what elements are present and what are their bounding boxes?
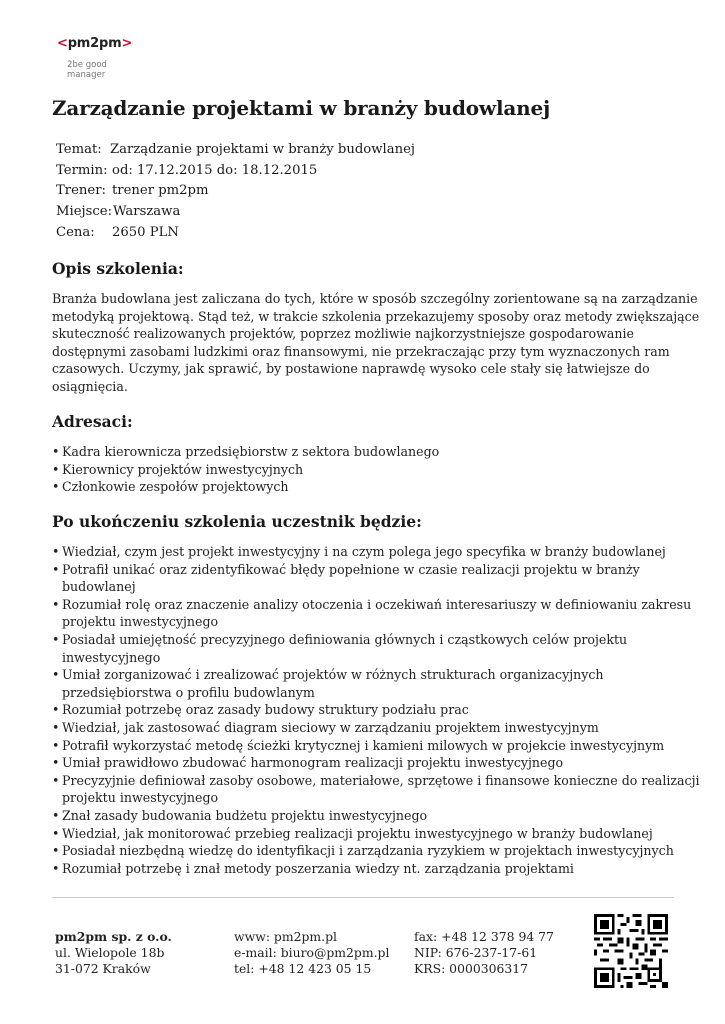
list-item: • Kierownicy projektów inwestycyjnych bbox=[52, 461, 672, 479]
list-item: • Potrafił unikać oraz zidentyfikować błędy popełnione w czasie realizacji projektu w branży budowlanej bbox=[52, 561, 677, 596]
list-item: • Umiał prawidłowo zbudować harmonogram realizacji projektu inwestycyjnego bbox=[52, 754, 677, 772]
list-item: • Rozumiał potrzebę i znał metody poszerzania wiedzy nt. zarządzania projektami bbox=[52, 860, 677, 878]
footer-company: pm2pm sp. z o.o. ul. Wielopole 18b 31-072 Kraków bbox=[55, 929, 172, 976]
detail-topic: Temat: Zarządzanie projektami w branży budowlanej bbox=[56, 142, 415, 157]
footer-registry: fax: +48 12 378 94 77 NIP: 676-237-17-61 KRS: 0000306317 bbox=[414, 929, 554, 976]
email-link[interactable]: e-mail: biuro@pm2pm.pl bbox=[234, 944, 390, 960]
footer-contact bbox=[234, 929, 389, 976]
website-link[interactable]: www: pm2pm.pl bbox=[234, 929, 338, 944]
list-item: • Wiedział, czym jest projekt inwestycyjny i na czym polega jego specyfika w branży budowlanej bbox=[52, 543, 677, 561]
logo-tagline: 2be good manager bbox=[67, 60, 107, 80]
description-heading: Opis szkolenia: bbox=[52, 259, 184, 278]
list-item: • Znał zasady budowania budżetu projektu inwestycyjnego bbox=[52, 807, 677, 825]
course-details bbox=[56, 140, 415, 244]
detail-location: Miejsce:Warszawa bbox=[56, 204, 181, 220]
list-item: • Posiadał niezbędną wiedzę do identyfikacji i zarządzania ryzykiem w projektach inwestycyjnych bbox=[52, 842, 677, 860]
footer-divider bbox=[52, 897, 674, 898]
phone-number: tel: +48 12 423 05 15 bbox=[234, 960, 372, 976]
list-item: • Potrafił wykorzystać metodę ścieżki krytycznej i kamieni milowych w projekcie inwestycyjnym bbox=[52, 737, 677, 755]
list-item: • Precyzyjnie definiował zasoby osobowe, materiałowe, sprzętowe i finansowe konieczne do realizacji projektu inwestycyjnego bbox=[52, 772, 677, 807]
list-item: • Wiedział, jak zastosować diagram sieciowy w zarządzaniu projektem inwestycyjnym bbox=[52, 719, 677, 737]
outcomes-list bbox=[52, 543, 700, 877]
qr-code-icon bbox=[594, 914, 668, 988]
description-text: Branża budowlana jest zaliczana do tych, które w sposób szczególny zorientowane są na zarządzanie metodyką projektową. Stąd też, w trakcie szkolenia przekazujemy sposoby oraz metody zwiększające skuteczność realizowanych projektów, poprzez możliwie najkorzystniejsze gospodarowanie dostępnymi zasobami ludzkimi oraz finansowymi, nie przekraczając przy tym wyznaczonych ram czasowych. Uczymy, jak sprawić, by postawione naprawdę wysoko cele stały się łatwiejsze do osiągnięcia. bbox=[52, 291, 700, 394]
addressees-heading: Adresaci: bbox=[52, 412, 133, 431]
page-title: Zarządzanie projektami w branży budowlanej bbox=[52, 96, 551, 120]
list-item: • Członkowie zespołów projektowych bbox=[52, 478, 672, 496]
logo-mark: <pm2pm> bbox=[57, 36, 133, 51]
detail-date: Termin: od: 17.12.2015 do: 18.12.2015 bbox=[56, 162, 318, 178]
addressees-list bbox=[52, 443, 672, 496]
list-item: • Posiadał umiejętność precyzyjnego definiowania głównych i cząstkowych celów projektu inwestycyjnego bbox=[52, 631, 677, 666]
list-item: • Umiał zorganizować i zrealizować projektów w różnych strukturach organizacyjnych przedsiębiorstwa o profilu budowlanym bbox=[52, 666, 677, 701]
detail-trainer: Trener: trener pm2pm bbox=[56, 183, 209, 199]
list-item: • Kadra kierownicza przedsiębiorstw z sektora budowlanego bbox=[52, 443, 672, 461]
company-logo bbox=[57, 36, 132, 80]
list-item: • Wiedział, jak monitorować przebieg realizacji projektu inwestycyjnego w branży budowlanej bbox=[52, 825, 677, 843]
list-item: • Rozumiał potrzebę oraz zasady budowy struktury podziału prac bbox=[52, 701, 677, 719]
detail-price: Cena: 2650 PLN bbox=[56, 224, 179, 240]
outcomes-heading: Po ukończeniu szkolenia uczestnik będzie: bbox=[52, 512, 422, 531]
list-item: • Rozumiał rolę oraz znaczenie analizy otoczenia i oczekiwań interesariuszy w definiowaniu zakresu projektu inwestycyjnego bbox=[52, 596, 677, 631]
